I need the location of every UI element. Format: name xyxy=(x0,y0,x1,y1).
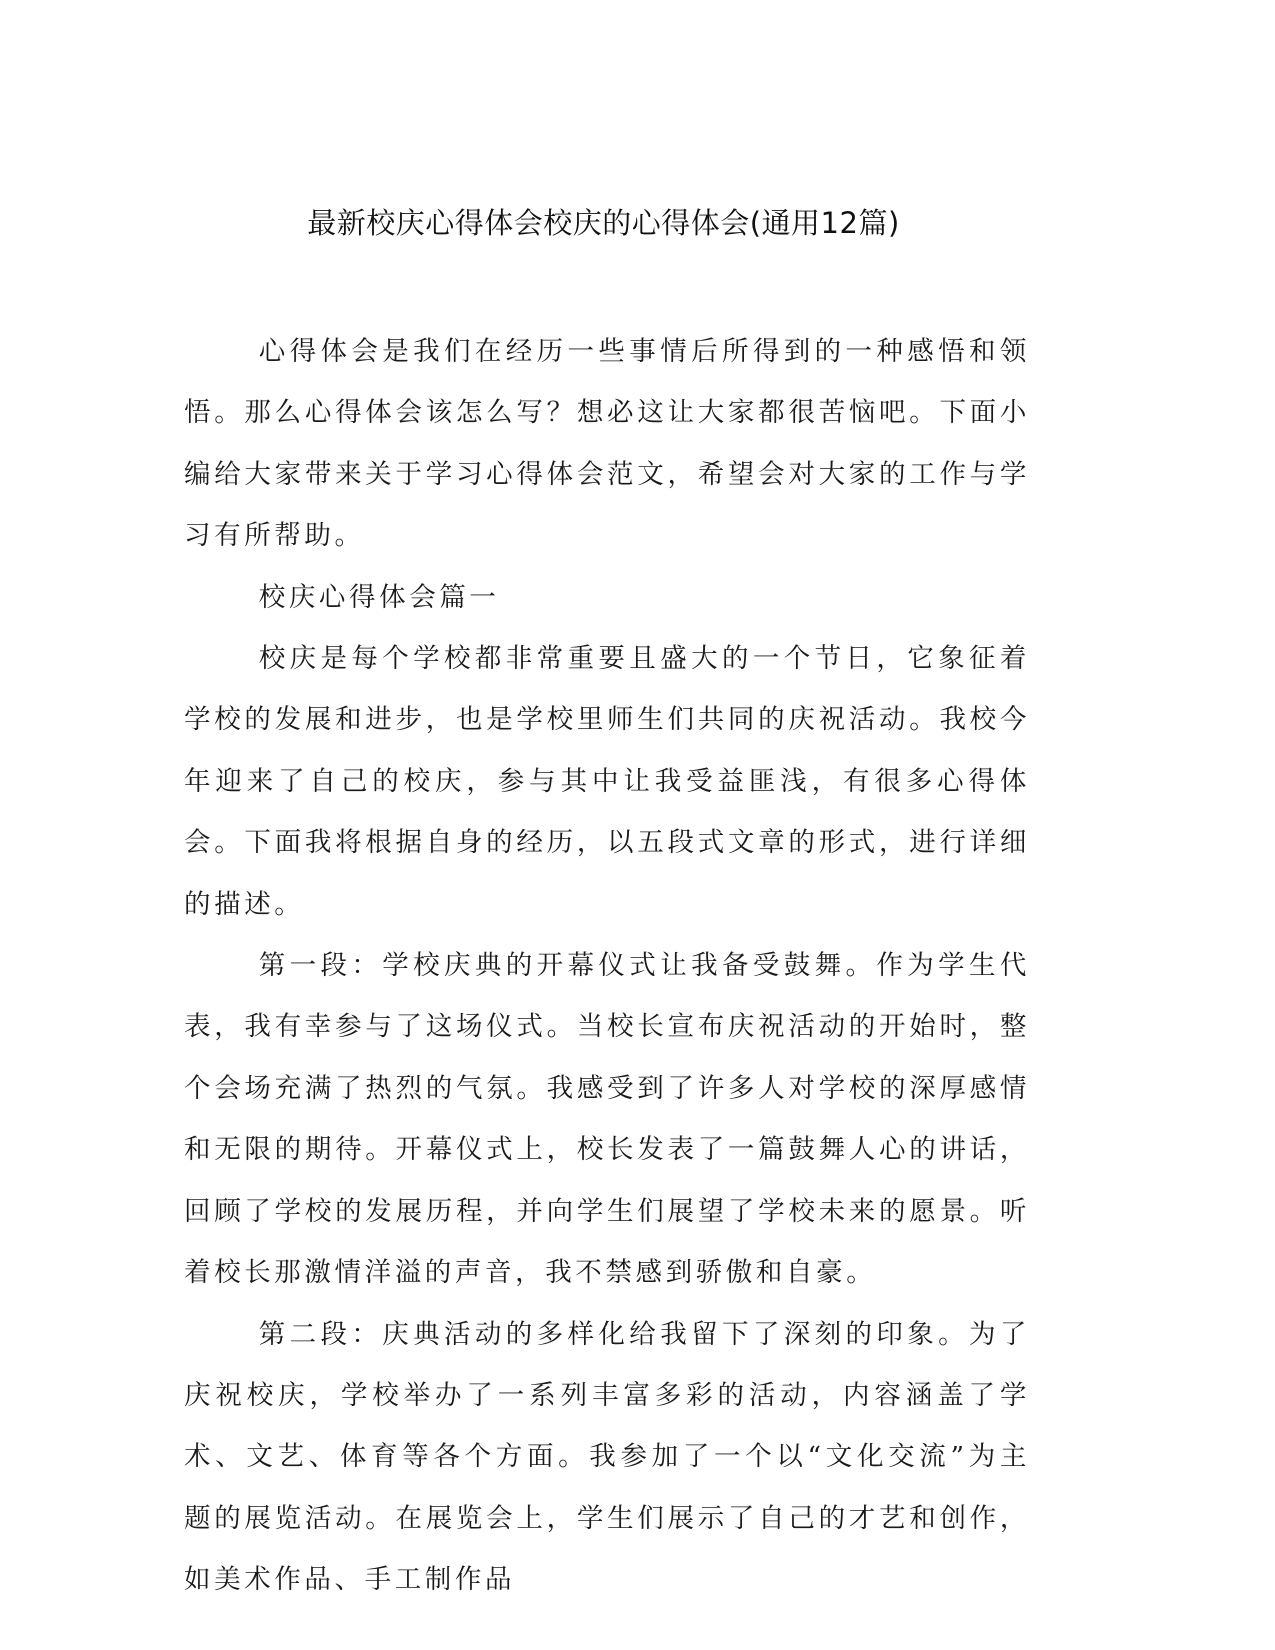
body-paragraph: 第二段：庆典活动的多样化给我留下了深刻的印象。为了庆祝校庆，学校举办了一系列丰富多彩的活动，内容涵盖了学术、文艺、体育等各个方面。我参加了一个以“文化交流”为主题的展览活动。在展览会上，学生们展示了自己的才艺和创作，如美术作品、手工制作品 xyxy=(184,1318,1030,1596)
body-paragraph: 第一段：学校庆典的开幕仪式让我备受鼓舞。作为学生代表，我有幸参与了这场仪式。当校长宣布庆祝活动的开始时，整个会场充满了热烈的气氛。我感受到了许多人对学校的深厚感情和无限的期待。开幕仪式上，校长发表了一篇鼓舞人心的讲话，回顾了学校的发展历程，并向学生们展望了学校未来的愿景。听着校长那激情洋溢的声音，我不禁感到骄傲和自豪。 xyxy=(184,950,1030,1289)
body-paragraph: 校庆是每个学校都非常重要且盛大的一个节日，它象征着学校的发展和进步，也是学校里师生们共同的庆祝活动。我校今年迎来了自己的校庆，参与其中让我受益匪浅，有很多心得体会。下面我将根据自身的经历，以五段式文章的形式，进行详细的描述。 xyxy=(184,643,1030,920)
intro-paragraph: 心得体会是我们在经历一些事情后所得到的一种感悟和领悟。那么心得体会该怎么写？想必这让大家都很苦恼吧。下面小编给大家带来关于学习心得体会范文，希望会对大家的工作与学习有所帮助。 xyxy=(184,336,1030,552)
section-heading: 校庆心得体会篇一 xyxy=(258,581,500,613)
document-title: 最新校庆心得体会校庆的心得体会(通用12篇) xyxy=(307,206,900,240)
document-body xyxy=(184,321,1030,1611)
